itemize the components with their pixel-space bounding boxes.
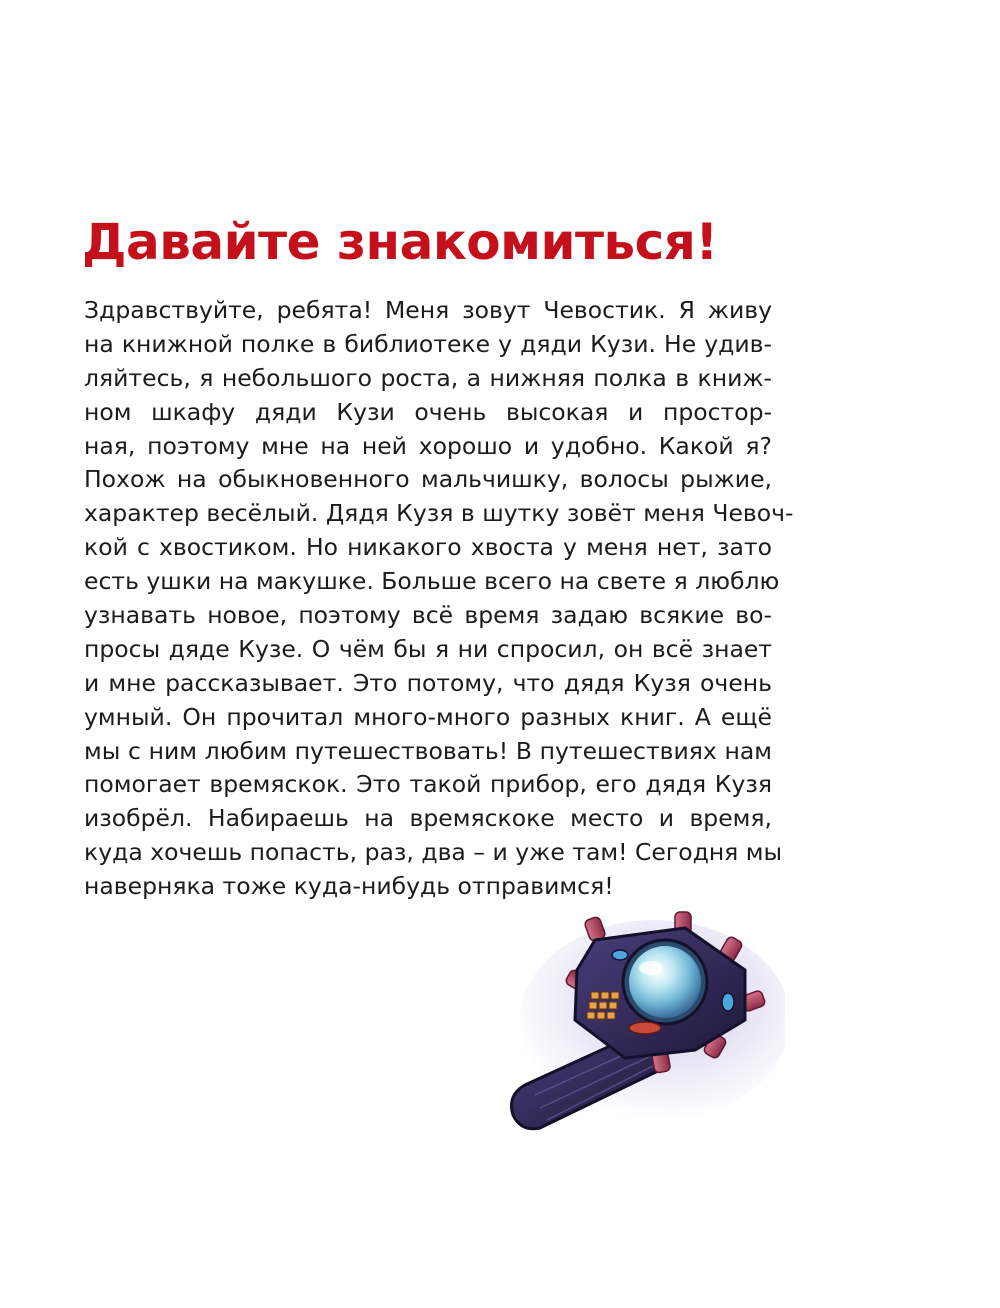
device-keypad [587, 992, 619, 1019]
text-line: куда хочешь попасть, раз, два – и уже там! Сегодня мы [84, 838, 783, 867]
text-line: и мне рассказывает. Это потому, что дядя Кузя очень [84, 668, 772, 697]
text-line: наверняка тоже куда-нибудь отправимся! [84, 872, 614, 901]
text-line: характер весёлый. Дядя Кузя в шутку зовёт меня Чевоч- [84, 499, 794, 528]
text-line: есть ушки на макушке. Больше всего на свете я люблю [84, 567, 780, 596]
device-lens [629, 946, 701, 1018]
text-line: Здравствуйте, ребята! Меня зовут Чевостик. Я живу [84, 296, 772, 324]
text-line: на книжной полке в библиотеке у дяди Кузи. Не удив- [84, 329, 772, 358]
text-line: мы с ним любим путешествовать! В путешествиях нам [84, 736, 772, 765]
text-line: просы дяде Кузе. О чём бы я ни спросил, он всё знает [84, 634, 772, 663]
story-paragraph [84, 294, 794, 904]
text-line: Похож на обыкновенного мальчишку, волосы рыжие, [84, 465, 772, 494]
text-line: ном шкафу дяди Кузи очень высокая и простор- [84, 397, 772, 426]
time-jumper-device-icon [495, 910, 785, 1160]
text-line: умный. Он прочитал много-много разных книг. А ещё [84, 702, 772, 731]
text-line: помогает времяскок. Это такой прибор, его дядя Кузя [84, 770, 772, 799]
device-button [629, 1022, 661, 1034]
text-line: кой с хвостиком. Но никакого хвоста у меня нет, зато [84, 533, 772, 562]
text-line: изобрёл. Набираешь на времяскоке место и время, [84, 804, 772, 833]
page-title: Давайте знакомиться! [82, 213, 718, 271]
text-line: узнавать новое, поэтому всё время задаю всякие во- [84, 601, 772, 630]
text-line: ная, поэтому мне на ней хорошо и удобно. Какой я? [84, 431, 772, 460]
text-line: ляйтесь, я небольшого роста, а нижняя полка в книж- [84, 363, 772, 392]
